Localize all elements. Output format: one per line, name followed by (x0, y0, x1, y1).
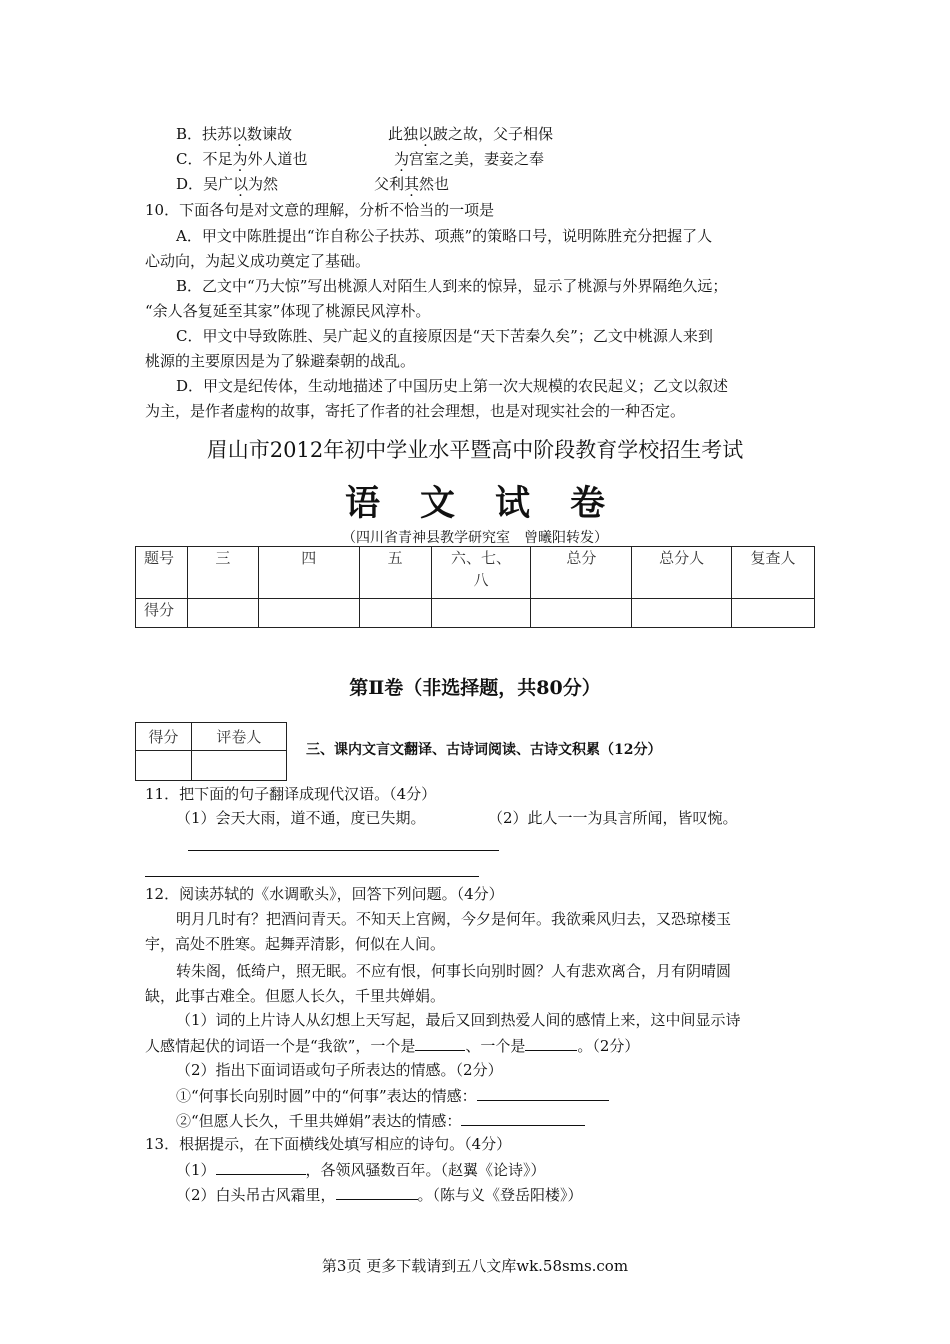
q9-option-d: D．吴广以为然 (176, 175, 279, 193)
answer-line[interactable] (188, 850, 499, 851)
q10-stem: 10．下面各句是对文意的理解，分析不恰当的一项是 (145, 201, 495, 219)
answer-line[interactable] (145, 876, 479, 877)
fill-blank[interactable] (336, 1184, 418, 1200)
exam-source: （四川省青神县教学研究室 曾曦阳转发） (342, 530, 608, 546)
fill-blank[interactable] (216, 1159, 306, 1175)
page-footer: 第3页 更多下载请到五八文库wk.58sms.com (321, 1257, 629, 1275)
poem-line: 宇，高处不胜寒。起舞弄清影，何似在人间。 (145, 935, 446, 953)
poem-line: 缺，此事古难全。但愿人长久，千里共婵娟。 (145, 987, 446, 1005)
review-score-label: 得分 (136, 723, 192, 751)
score-input-cell[interactable] (187, 599, 258, 628)
q9-option-b-right: 此独以跛之故，父子相保 (388, 125, 554, 143)
score-input-cell[interactable] (632, 599, 732, 628)
score-table (135, 546, 815, 628)
q13-stem: 13．根据提示，在下面横线处填写相应的诗句。（4分） (145, 1135, 512, 1153)
q12-sub2: （2）指出下面词语或句子所表达的情感。（2分） (176, 1061, 503, 1079)
q13-item2: （2）白头吊古风霜里， 。（陈与义《登岳阳楼》） (176, 1186, 583, 1204)
q10-line: D．甲文是纪传体，生动地描述了中国历史上第一次大规模的农民起义；乙文以叙述 (176, 377, 729, 395)
q9-option-c: C．不足为外人道也 (176, 150, 308, 168)
exam-big-title: 语文试卷 (344, 483, 645, 524)
q9-option-b: B．扶苏以数谏故 (176, 125, 293, 143)
score-input-cell[interactable] (732, 599, 815, 628)
q10-line: “余人各复延至其家”体现了桃源民风淳朴。 (145, 302, 431, 320)
score-header-cell: 总分人 (632, 547, 732, 599)
q12-sub1-line2: 人感情起伏的词语一个是“我欲”，一个是 、一个是 。（2分） (145, 1037, 640, 1055)
q13-item1: （1） ，各领风骚数百年。（赵翼《论诗》） (176, 1161, 546, 1179)
review-score-cell[interactable] (136, 751, 192, 781)
score-input-cell[interactable] (359, 599, 431, 628)
fill-blank[interactable] (415, 1035, 465, 1051)
score-input-cell[interactable] (531, 599, 632, 628)
reviewer-label: 评卷人 (191, 723, 286, 751)
q10-line: A．甲文中陈胜提出“诈自称公子扶苏、项燕”的策略口号，说明陈胜充分把握了人 (176, 227, 713, 245)
score-input-cell[interactable] (258, 599, 359, 628)
exam-title: 眉山市2012年初中学业水平暨高中阶段教育学校招生考试 (206, 438, 744, 462)
review-table (135, 722, 287, 781)
score-row-label: 题号 (136, 547, 188, 599)
poem-line: 明月几时有？把酒问青天。不知天上宫阙，今夕是何年。我欲乘风归去，又恐琼楼玉 (176, 910, 732, 928)
reviewer-cell[interactable] (191, 751, 286, 781)
q12-stem: 12．阅读苏轼的《水调歌头》，回答下列问题。（4分） (145, 885, 504, 903)
q10-line: 为主，是作者虚构的故事，寄托了作者的社会理想，也是对现实社会的一种否定。 (145, 402, 686, 420)
section-title: 第Ⅱ卷（非选择题，共80分） (349, 677, 601, 699)
q10-line: 心动向，为起义成功奠定了基础。 (145, 252, 371, 270)
q12-sub2-a: ①“何事长向别时圆”中的“何事”表达的情感： (176, 1085, 609, 1106)
score-row-label: 得分 (136, 599, 188, 628)
q11-stem: 11．把下面的句子翻译成现代汉语。（4分） (145, 785, 437, 803)
score-header-cell: 四 (258, 547, 359, 599)
q10-line: C．甲文中导致陈胜、吴广起义的直接原因是“天下苦秦久矣”；乙文中桃源人来到 (176, 327, 713, 345)
q10-line: B．乙文中“乃大惊”写出桃源人对陌生人到来的惊异，显示了桃源与外界隔绝久远； (176, 277, 728, 295)
fill-blank[interactable] (525, 1035, 577, 1051)
score-input-cell[interactable] (431, 599, 531, 628)
fill-blank[interactable] (461, 1110, 585, 1126)
score-header-cell: 总分 (531, 547, 632, 599)
part3-title: 三、课内文言文翻译、古诗词阅读、古诗文积累（12分） (306, 742, 662, 758)
score-header-cell: 六、七、八 (431, 547, 531, 599)
q12-sub1: （1）词的上片诗人从幻想上天写起，最后又回到热爱人间的感情上来，这中间显示诗 (176, 1011, 741, 1029)
q9-option-c-right: 为宫室之美，妻妾之奉 (394, 150, 545, 168)
q9-option-d-right: 父利其然也 (374, 175, 450, 193)
q11-item: （2）此人一一为具言所闻，皆叹惋。 (488, 809, 738, 827)
score-header-cell: 三 (187, 547, 258, 599)
poem-line: 转朱阁，低绮户，照无眠。不应有恨，何事长向别时圆？人有悲欢离合，月有阴晴圆 (176, 962, 732, 980)
q11-item: （1）会天大雨，道不通，度已失期。 (176, 809, 426, 827)
score-header-cell: 五 (359, 547, 431, 599)
fill-blank[interactable] (477, 1085, 609, 1101)
q12-sub2-b: ②“但愿人长久，千里共婵娟”表达的情感： (176, 1110, 585, 1131)
q10-line: 桃源的主要原因是为了躲避秦朝的战乱。 (145, 352, 416, 370)
score-header-cell: 复查人 (732, 547, 815, 599)
